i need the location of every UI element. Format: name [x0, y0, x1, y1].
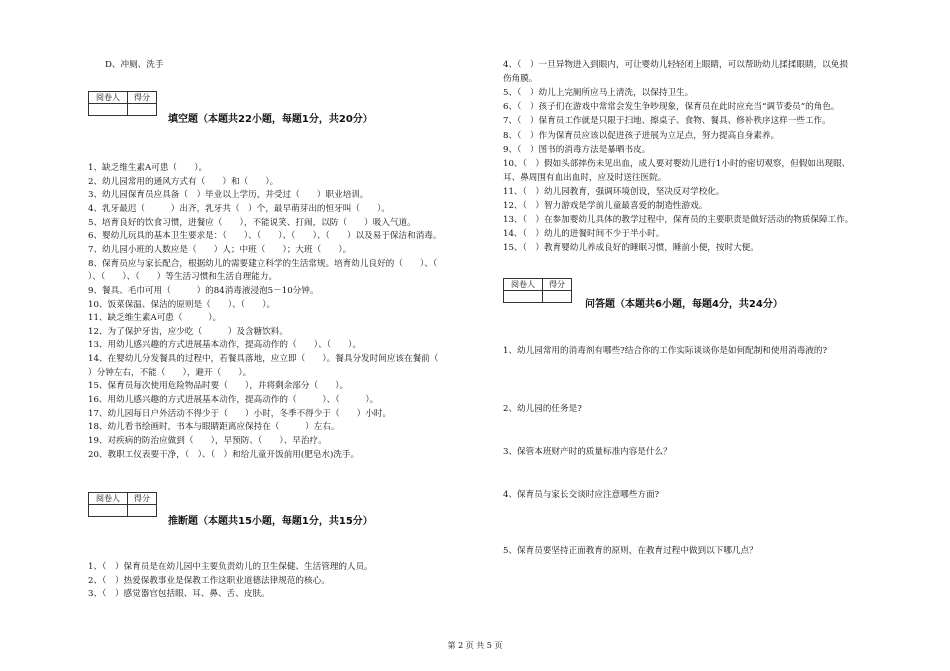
- question-line: 7、（ ）保育员工作就是只限于扫地、擦桌子、食物、餐具、修补秩序这样一些工作。: [503, 116, 831, 127]
- score-label: 得分: [128, 493, 157, 505]
- question-line: 13、用幼儿感兴趣的方式进展基本动作，提高动作的（ ）、（ ）。: [88, 340, 362, 351]
- score-box-judge: [88, 492, 157, 517]
- score-label: 得分: [543, 279, 572, 291]
- question-line: 1、幼儿园常用的消毒剂有哪些?结合你的工作实际谈谈你是如何配制和使用消毒液的?: [503, 346, 828, 356]
- reviewer-cell: [89, 104, 128, 116]
- question-line: 12、（ ）智力游戏是学前儿童最喜爱的制造性游戏。: [503, 201, 708, 211]
- question-line: 2、幼儿园的任务是?: [503, 404, 582, 414]
- question-line: 3、幼儿园保育员应具备（ ）毕业以上学历，并受过（ ）职业培训。: [88, 190, 369, 201]
- score-cell: [128, 104, 157, 116]
- question-line: 15、（ ）教育婴幼儿养成良好的睡眠习惯，睡前小便，按时大便。: [503, 243, 759, 254]
- question-line: 11、（ ）幼儿园教育，强调环境创设，坚决反对学校化。: [503, 186, 725, 197]
- page-footer: 第 2 页 共 5 页: [447, 641, 503, 650]
- question-line: 5、保育员要坚持正面教育的原则，在教育过程中做到以下哪几点？: [503, 546, 758, 556]
- question-line: 伤角膜。: [503, 74, 538, 85]
- question-line: 17、幼儿园每日户外活动不得少于（ ）小时，冬季不得少于（ ）小时。: [88, 408, 392, 419]
- question-line: 9、（ ）图书的消毒方法是暴晒书皮。: [503, 144, 651, 155]
- question-line: 14、（ ）幼儿的进餐时间不少于半小时。: [503, 229, 665, 240]
- question-line: 耳、鼻周围有血出血时，应及时送往医院。: [503, 172, 667, 183]
- question-line: 4、保育员与家长交谈时应注意哪些方面?: [503, 490, 660, 500]
- score-cell: [128, 505, 157, 517]
- qa-section-title: 问答题（本题共6小题，每题4分，共24分）: [585, 299, 783, 310]
- question-line: 2、幼儿园常用的通风方式有（ ）和（ ）。: [88, 176, 279, 187]
- reviewer-label: 阅卷人: [89, 493, 128, 505]
- reviewer-cell: [504, 291, 543, 303]
- question-line: 3、保管本班财产时的质量标准内容是什么？: [503, 447, 672, 457]
- question-line: 15、保育员每次使用危险物品时要（ ），并将剩余部分（ ）。: [88, 381, 349, 392]
- question-line: 18、幼儿看书绘画时，书本与眼睛距离应保持在（ ）左右。: [88, 422, 340, 433]
- reviewer-label: 阅卷人: [504, 279, 543, 291]
- reviewer-cell: [89, 505, 128, 517]
- question-line: 12、为了保护牙齿，应少吃（ ）及含糖饮料。: [88, 326, 288, 337]
- question-line: 6、（ ）孩子们在游戏中常常会发生争吵现象，保育员在此时应充当“调节委员”的角色。: [503, 102, 840, 113]
- fill-section-title: 填空题（本题共22小题，每题1分，共20分）: [168, 114, 373, 125]
- question-line: 9、餐具、毛巾可用（ ）的84消毒液浸泡5－10分钟。: [88, 285, 319, 296]
- question-line: 11、缺乏维生素A可患（ ）。: [88, 313, 222, 324]
- question-line: 5、（ ）幼儿上完厕所应马上清洗，以保持卫生。: [503, 88, 694, 99]
- question-line: 19、对疾病的防治应做到（ ），早预防、（ ）、早治疗。: [88, 436, 327, 446]
- question-line: 8、（ ）作为保育员应该以促进孩子进展为立足点，努力提高自身素养。: [503, 130, 780, 141]
- question-line: 7、幼儿园小班的人数应是（ ）人；中班（ ）；大班（ ）。: [88, 244, 352, 255]
- question-line: 1、缺乏维生素A可患（ ）。: [88, 163, 208, 173]
- question-line: 3、（ ）感觉器官包括眼、耳、鼻、舌、皮肤。: [88, 589, 270, 599]
- question-line: ）、（ ）、（ ）等生活习惯和生活自理能力。: [88, 272, 278, 283]
- question-line: 2、（ ）热爱保教事业是保教工作这职业道德法律规范的核心。: [88, 575, 330, 586]
- question-line: 5、培育良好的饮食习惯，进餐应（ ），不能说笑、打闹，以防（ ）吸入气道。: [88, 217, 416, 228]
- option-d: D、冲厕、洗手: [105, 60, 164, 70]
- question-line: 1、（ ）保育员是在幼儿园中主要负责幼儿的卫生保健、生活管理的人员。: [88, 562, 373, 572]
- score-box-fill: [88, 91, 157, 116]
- judge-section-title: 推断题（本题共15小题，每题1分，共15分）: [168, 516, 373, 527]
- question-line: 4、乳牙最迟（ ）出齐，乳牙共（ ）个，最早萌芽出的恒牙叫（ ）。: [88, 203, 390, 214]
- question-line: 6、婴幼儿玩具的基本卫生要求是：（ ）、（ ）、（ ）、（ ）以及易于保洁和消毒。: [88, 231, 442, 242]
- question-line: 10、（ ）假如头部摔伤未见出血，成人要对婴幼儿进行1小时的密切观察，但假如出现眼、: [503, 158, 851, 169]
- question-line: 10、饭菜保温、保洁的原则是（ ）、（ ）。: [88, 299, 276, 310]
- question-line: 13、（ ）在参加婴幼儿具体的教学过程中，保育员的主要职责是做好活动的物质保障工作。: [503, 215, 854, 226]
- score-box-qa: [503, 278, 572, 303]
- question-line: ）分钟左右，不能（ ），避开（ ）。: [88, 367, 252, 378]
- question-line: 14、在婴幼儿分发餐具的过程中，若餐具落地，应立即（ ）。餐具分发时间应该在餐前（: [88, 354, 439, 365]
- question-line: 4、（ ）一旦异物进入到眼内，可让婴幼儿轻轻闭上眼睛，可以帮助幼儿揉揉眼睛，以免损: [503, 60, 848, 70]
- score-cell: [543, 291, 572, 303]
- reviewer-label: 阅卷人: [89, 92, 128, 104]
- question-line: 20、教职工仪表要干净，（ ）、（ ）和给儿童开饭前用(肥皂水)洗手。: [88, 449, 360, 460]
- question-line: 8、保育员应与家长配合，根据幼儿的需要建立科学的生活常规。培育幼儿良好的（ ）、（: [88, 258, 438, 269]
- question-line: 16、用幼儿感兴趣的方式进展基本动作，提高动作的（ ）、（ ）。: [88, 395, 379, 406]
- score-label: 得分: [128, 92, 157, 104]
